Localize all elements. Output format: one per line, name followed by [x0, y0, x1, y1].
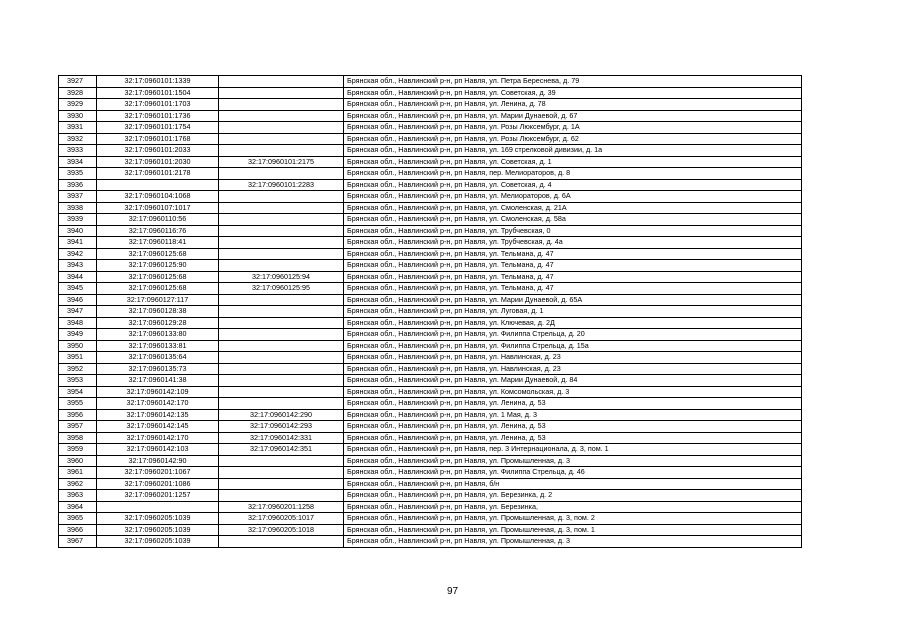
cadastral-number-cell [97, 501, 219, 513]
address-cell: Брянская обл., Навлинский р-н, рп Навля, ул. Советская, д. 1 [344, 156, 802, 168]
cadastral-number-cell: 32:17:0960142:109 [97, 386, 219, 398]
address-cell: Брянская обл., Навлинский р-н, рп Навля, ул. Ленина, д. 78 [344, 99, 802, 111]
related-cadastral-number-cell [219, 398, 344, 410]
related-cadastral-number-cell: 32:17:0960125:94 [219, 271, 344, 283]
cadastral-number-cell: 32:17:0960118:41 [97, 237, 219, 249]
row-number-cell: 3967 [59, 536, 97, 548]
table-row [59, 317, 802, 329]
related-cadastral-number-cell [219, 490, 344, 502]
related-cadastral-number-cell [219, 260, 344, 272]
page-number: 97 [446, 586, 459, 597]
related-cadastral-number-cell: 32:17:0960205:1018 [219, 524, 344, 536]
address-cell: Брянская обл., Навлинский р-н, рп Навля, ул. Смоленская, д. 58а [344, 214, 802, 226]
row-number-cell: 3953 [59, 375, 97, 387]
row-number-cell: 3959 [59, 444, 97, 456]
cadastral-number-cell: 32:17:0960201:1257 [97, 490, 219, 502]
cadastral-number-cell: 32:17:0960101:1339 [97, 76, 219, 88]
cadastral-number-cell: 32:17:0960110:56 [97, 214, 219, 226]
cadastral-number-cell: 32:17:0960101:1768 [97, 133, 219, 145]
table-row [59, 214, 802, 226]
related-cadastral-number-cell [219, 248, 344, 260]
table-row [59, 432, 802, 444]
table-row [59, 237, 802, 249]
related-cadastral-number-cell [219, 340, 344, 352]
table-row [59, 455, 802, 467]
row-number-cell: 3932 [59, 133, 97, 145]
row-number-cell: 3958 [59, 432, 97, 444]
row-number-cell: 3931 [59, 122, 97, 134]
address-cell: Брянская обл., Навлинский р-н, рп Навля, ул. Промышленная, д. 3, пом. 2 [344, 513, 802, 525]
cadastral-number-cell: 32:17:0960107:1017 [97, 202, 219, 214]
cadastral-number-cell: 32:17:0960101:2033 [97, 145, 219, 157]
row-number-cell: 3930 [59, 110, 97, 122]
row-number-cell: 3939 [59, 214, 97, 226]
related-cadastral-number-cell: 32:17:0960142:351 [219, 444, 344, 456]
cadastral-number-cell: 32:17:0960101:1736 [97, 110, 219, 122]
related-cadastral-number-cell: 32:17:0960142:290 [219, 409, 344, 421]
address-cell: Брянская обл., Навлинский р-н, рп Навля, ул. Марии Дунаевой, д. 67 [344, 110, 802, 122]
address-cell: Брянская обл., Навлинский р-н, рп Навля, ул. Советская, д. 4 [344, 179, 802, 191]
address-cell: Брянская обл., Навлинский р-н, рп Навля, ул. Промышленная, д. 3 [344, 455, 802, 467]
cadastral-number-cell: 32:17:0960125:68 [97, 283, 219, 295]
table-row [59, 340, 802, 352]
address-cell: Брянская обл., Навлинский р-н, рп Навля, ул. Тельмана, д. 47 [344, 283, 802, 295]
cadastral-number-cell: 32:17:0960205:1039 [97, 536, 219, 548]
table-row [59, 398, 802, 410]
row-number-cell: 3936 [59, 179, 97, 191]
cadastral-number-cell: 32:17:0960133:80 [97, 329, 219, 341]
row-number-cell: 3966 [59, 524, 97, 536]
address-cell: Брянская обл., Навлинский р-н, рп Навля, ул. Березинка, [344, 501, 802, 513]
cadastral-number-cell: 32:17:0960125:90 [97, 260, 219, 272]
related-cadastral-number-cell [219, 237, 344, 249]
table-row [59, 283, 802, 295]
cadastral-number-cell: 32:17:0960128:38 [97, 306, 219, 318]
cadastral-number-cell: 32:17:0960125:68 [97, 248, 219, 260]
table-row [59, 524, 802, 536]
row-number-cell: 3933 [59, 145, 97, 157]
related-cadastral-number-cell: 32:17:0960125:95 [219, 283, 344, 295]
related-cadastral-number-cell [219, 455, 344, 467]
cadastral-number-cell: 32:17:0960101:1754 [97, 122, 219, 134]
table-row [59, 179, 802, 191]
related-cadastral-number-cell [219, 306, 344, 318]
row-number-cell: 3928 [59, 87, 97, 99]
cadastral-number-cell: 32:17:0960101:1504 [97, 87, 219, 99]
table-row [59, 409, 802, 421]
table-row [59, 87, 802, 99]
address-cell: Брянская обл., Навлинский р-н, рп Навля, ул. Комсомольская, д. 3 [344, 386, 802, 398]
row-number-cell: 3950 [59, 340, 97, 352]
address-cell: Брянская обл., Навлинский р-н, рп Навля, ул. Ключевая, д. 2Д [344, 317, 802, 329]
related-cadastral-number-cell: 32:17:0960205:1017 [219, 513, 344, 525]
cadastral-number-cell: 32:17:0960101:1703 [97, 99, 219, 111]
related-cadastral-number-cell [219, 363, 344, 375]
address-cell: Брянская обл., Навлинский р-н, рп Навля, ул. Навлинская, д. 23 [344, 352, 802, 364]
table-row [59, 110, 802, 122]
cadastral-number-cell: 32:17:0960142:103 [97, 444, 219, 456]
cadastral-number-cell: 32:17:0960135:73 [97, 363, 219, 375]
table-row [59, 329, 802, 341]
address-cell: Брянская обл., Навлинский р-н, рп Навля, пер. 3 Интернационала, д. 3, пом. 1 [344, 444, 802, 456]
row-number-cell: 3947 [59, 306, 97, 318]
address-cell: Брянская обл., Навлинский р-н, рп Навля, ул. Ленина, д. 53 [344, 398, 802, 410]
related-cadastral-number-cell [219, 122, 344, 134]
related-cadastral-number-cell [219, 191, 344, 203]
cadastral-number-cell: 32:17:0960141:38 [97, 375, 219, 387]
related-cadastral-number-cell: 32:17:0960101:2283 [219, 179, 344, 191]
related-cadastral-number-cell [219, 375, 344, 387]
table-row [59, 444, 802, 456]
row-number-cell: 3955 [59, 398, 97, 410]
table-row [59, 352, 802, 364]
address-cell: Брянская обл., Навлинский р-н, рп Навля, б/н [344, 478, 802, 490]
row-number-cell: 3938 [59, 202, 97, 214]
address-cell: Брянская обл., Навлинский р-н, рп Навля, ул. Березинка, д. 2 [344, 490, 802, 502]
table-row [59, 421, 802, 433]
address-cell: Брянская обл., Навлинский р-н, рп Навля, ул. Советская, д. 39 [344, 87, 802, 99]
address-cell: Брянская обл., Навлинский р-н, рп Навля, ул. Навлинская, д. 23 [344, 363, 802, 375]
related-cadastral-number-cell [219, 76, 344, 88]
cadastral-number-cell: 32:17:0960101:2178 [97, 168, 219, 180]
address-cell: Брянская обл., Навлинский р-н, рп Навля, ул. Трубчевская, д. 4а [344, 237, 802, 249]
cadastral-number-cell: 32:17:0960205:1039 [97, 524, 219, 536]
row-number-cell: 3951 [59, 352, 97, 364]
table-row [59, 375, 802, 387]
address-cell: Брянская обл., Навлинский р-н, рп Навля, ул. Тельмана, д. 47 [344, 260, 802, 272]
address-cell: Брянская обл., Навлинский р-н, рп Навля, ул. Филиппа Стрельца, д. 46 [344, 467, 802, 479]
table-row [59, 467, 802, 479]
related-cadastral-number-cell [219, 467, 344, 479]
related-cadastral-number-cell [219, 225, 344, 237]
related-cadastral-number-cell: 32:17:0960101:2175 [219, 156, 344, 168]
row-number-cell: 3945 [59, 283, 97, 295]
table-row [59, 536, 802, 548]
address-cell: Брянская обл., Навлинский р-н, рп Навля, ул. Марии Дунаевой, д. 84 [344, 375, 802, 387]
related-cadastral-number-cell [219, 214, 344, 226]
row-number-cell: 3948 [59, 317, 97, 329]
table-row [59, 202, 802, 214]
cadastral-number-cell: 32:17:0960127:117 [97, 294, 219, 306]
address-cell: Брянская обл., Навлинский р-н, рп Навля, ул. Филиппа Стрельца, д. 15а [344, 340, 802, 352]
address-cell: Брянская обл., Навлинский р-н, рп Навля, ул. Промышленная, д. 3 [344, 536, 802, 548]
cadastral-number-cell: 32:17:0960142:145 [97, 421, 219, 433]
row-number-cell: 3942 [59, 248, 97, 260]
address-cell: Брянская обл., Навлинский р-н, рп Навля, ул. Ленина, д. 53 [344, 432, 802, 444]
row-number-cell: 3940 [59, 225, 97, 237]
cadastral-number-cell: 32:17:0960129:28 [97, 317, 219, 329]
address-cell: Брянская обл., Навлинский р-н, рп Навля, ул. Марии Дунаевой, д. 65А [344, 294, 802, 306]
address-cell: Брянская обл., Навлинский р-н, рп Навля, ул. Розы Люксембург, д. 62 [344, 133, 802, 145]
address-cell: Брянская обл., Навлинский р-н, рп Навля, ул. Смоленская, д. 21А [344, 202, 802, 214]
related-cadastral-number-cell [219, 536, 344, 548]
table-row [59, 294, 802, 306]
table-row [59, 76, 802, 88]
address-cell: Брянская обл., Навлинский р-н, рп Навля, ул. Трубчевская, 0 [344, 225, 802, 237]
row-number-cell: 3927 [59, 76, 97, 88]
row-number-cell: 3929 [59, 99, 97, 111]
table-row [59, 363, 802, 375]
row-number-cell: 3937 [59, 191, 97, 203]
related-cadastral-number-cell: 32:17:0960142:331 [219, 432, 344, 444]
cadastral-number-cell: 32:17:0960101:2030 [97, 156, 219, 168]
row-number-cell: 3960 [59, 455, 97, 467]
related-cadastral-number-cell [219, 294, 344, 306]
cadastral-number-cell: 32:17:0960116:76 [97, 225, 219, 237]
row-number-cell: 3935 [59, 168, 97, 180]
address-cell: Брянская обл., Навлинский р-н, рп Навля, ул. Промышленная, д. 3, пом. 1 [344, 524, 802, 536]
cadastral-number-cell: 32:17:0960135:64 [97, 352, 219, 364]
row-number-cell: 3943 [59, 260, 97, 272]
cadastral-number-cell: 32:17:0960142:170 [97, 432, 219, 444]
related-cadastral-number-cell [219, 317, 344, 329]
table-row [59, 490, 802, 502]
related-cadastral-number-cell: 32:17:0960201:1258 [219, 501, 344, 513]
row-number-cell: 3946 [59, 294, 97, 306]
table-row [59, 99, 802, 111]
related-cadastral-number-cell [219, 352, 344, 364]
address-cell: Брянская обл., Навлинский р-н, рп Навля, ул. Тельмана, д. 47 [344, 248, 802, 260]
cadastral-number-cell: 32:17:0960125:68 [97, 271, 219, 283]
row-number-cell: 3949 [59, 329, 97, 341]
property-table [58, 75, 802, 548]
cadastral-number-cell: 32:17:0960142:170 [97, 398, 219, 410]
table-row [59, 271, 802, 283]
address-cell: Брянская обл., Навлинский р-н, рп Навля, ул. Мелиораторов, д. 6А [344, 191, 802, 203]
table-row [59, 260, 802, 272]
related-cadastral-number-cell: 32:17:0960142:293 [219, 421, 344, 433]
table-body [59, 76, 802, 548]
related-cadastral-number-cell [219, 99, 344, 111]
table-row [59, 513, 802, 525]
row-number-cell: 3963 [59, 490, 97, 502]
cadastral-number-cell: 32:17:0960201:1086 [97, 478, 219, 490]
address-cell: Брянская обл., Навлинский р-н, рп Навля, пер. Мелиораторов, д. 8 [344, 168, 802, 180]
table-row [59, 501, 802, 513]
address-cell: Брянская обл., Навлинский р-н, рп Навля, ул. Петра Береснева, д. 79 [344, 76, 802, 88]
row-number-cell: 3961 [59, 467, 97, 479]
related-cadastral-number-cell [219, 168, 344, 180]
table-row [59, 156, 802, 168]
row-number-cell: 3952 [59, 363, 97, 375]
row-number-cell: 3934 [59, 156, 97, 168]
table-row [59, 145, 802, 157]
table-row [59, 248, 802, 260]
related-cadastral-number-cell [219, 87, 344, 99]
row-number-cell: 3956 [59, 409, 97, 421]
row-number-cell: 3964 [59, 501, 97, 513]
table-row [59, 386, 802, 398]
related-cadastral-number-cell [219, 110, 344, 122]
address-cell: Брянская обл., Навлинский р-н, рп Навля, ул. Филиппа Стрельца, д. 20 [344, 329, 802, 341]
cadastral-number-cell: 32:17:0960142:135 [97, 409, 219, 421]
address-cell: Брянская обл., Навлинский р-н, рп Навля, ул. Луговая, д. 1 [344, 306, 802, 318]
cadastral-number-cell: 32:17:0960104:1068 [97, 191, 219, 203]
related-cadastral-number-cell [219, 145, 344, 157]
related-cadastral-number-cell [219, 133, 344, 145]
address-cell: Брянская обл., Навлинский р-н, рп Навля, ул. Розы Люксембург, д. 1А [344, 122, 802, 134]
table-row [59, 122, 802, 134]
table-row [59, 478, 802, 490]
address-cell: Брянская обл., Навлинский р-н, рп Навля, ул. 169 стрелковой дивизии, д. 1а [344, 145, 802, 157]
cadastral-number-cell: 32:17:0960201:1067 [97, 467, 219, 479]
cadastral-number-cell: 32:17:0960205:1039 [97, 513, 219, 525]
row-number-cell: 3957 [59, 421, 97, 433]
address-cell: Брянская обл., Навлинский р-н, рп Навля, ул. Тельмана, д. 47 [344, 271, 802, 283]
related-cadastral-number-cell [219, 329, 344, 341]
row-number-cell: 3965 [59, 513, 97, 525]
related-cadastral-number-cell [219, 386, 344, 398]
table-row [59, 306, 802, 318]
row-number-cell: 3941 [59, 237, 97, 249]
row-number-cell: 3954 [59, 386, 97, 398]
related-cadastral-number-cell [219, 478, 344, 490]
cadastral-number-cell [97, 179, 219, 191]
address-cell: Брянская обл., Навлинский р-н, рп Навля, ул. 1 Мая, д. 3 [344, 409, 802, 421]
row-number-cell: 3962 [59, 478, 97, 490]
cadastral-number-cell: 32:17:0960133:81 [97, 340, 219, 352]
address-cell: Брянская обл., Навлинский р-н, рп Навля, ул. Ленина, д. 53 [344, 421, 802, 433]
cadastral-number-cell: 32:17:0960142:90 [97, 455, 219, 467]
related-cadastral-number-cell [219, 202, 344, 214]
table-row [59, 191, 802, 203]
table-row [59, 168, 802, 180]
table-row [59, 133, 802, 145]
table-row [59, 225, 802, 237]
row-number-cell: 3944 [59, 271, 97, 283]
